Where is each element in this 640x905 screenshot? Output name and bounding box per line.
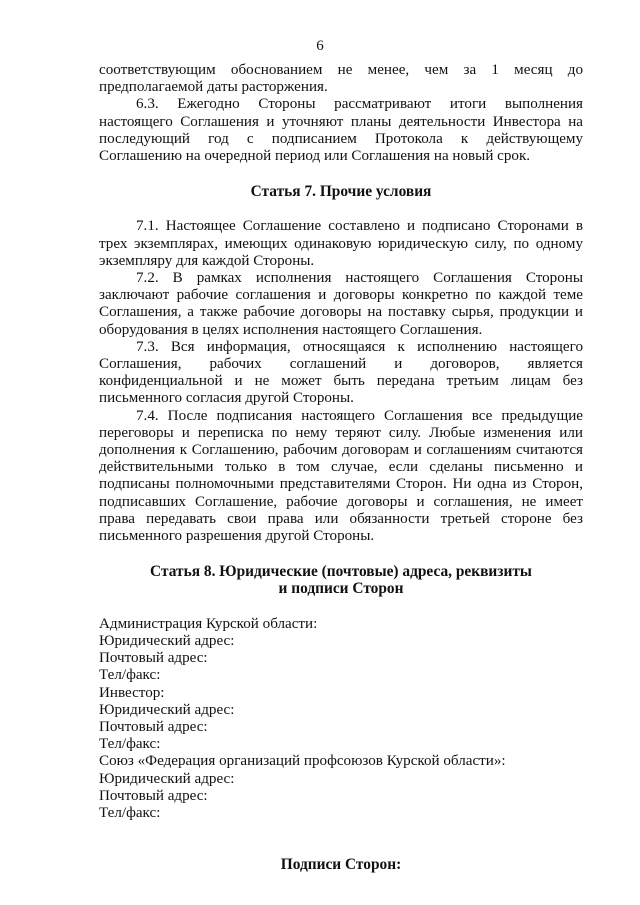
address-line: Тел/факс: [99,804,161,821]
address-line: Тел/факс: [99,667,161,684]
article-7-title: Статья 7. Прочие условия [250,183,432,201]
addresses-block [99,616,583,822]
address-line: Юридический адрес: [99,701,235,718]
clause-7-3: 7.3. Вся информация, относящаяся к исполнению настоящего Соглашения, рабочих соглашений и договоров, является конфиденциальной и не может быть передана третьим лицам без письменного согласия другой Стороны. [99,338,583,407]
address-line: Юридический адрес: [99,770,235,787]
document-body [99,62,583,873]
address-line: Инвестор: [99,684,165,701]
address-line: Почтовый адрес: [99,718,208,735]
address-line: Почтовый адрес: [99,650,208,667]
article-8-title-line-1: Статья 8. Юридические (почтовые) адреса, реквизиты [150,563,532,581]
page-number: 6 [316,38,324,54]
article-8-title-line-2: и подписи Сторон [278,580,404,598]
clause-7-1: 7.1. Настоящее Соглашение составлено и подписано Сторонами в трех экземплярах, имеющих одинаковую юридическую силу, по одному экземпляру для каждой Стороны. [99,218,583,269]
clause-7-4: 7.4. После подписания настоящего Соглашения все предыдущие переговоры и переписка по нему теряют силу. Любые изменения или дополнения к Соглашению, рабочим договорам и соглашениям считаются действительными только в том случае, если сделаны письменно и подписаны полномочными представителями Сторон. Ни одна из Сторон, подписавших Соглашение, рабочие договоры и соглашения, не имеет права передавать свои права или обязанности третьей стороне без письменного разрешения другой Стороны. [99,407,583,545]
clause-6-3: 6.3. Ежегодно Стороны рассматривают итоги выполнения настоящего Соглашения и уточняют планы деятельности Инвестора на последующий год с подписанием Протокола к действующему Соглашению на очередной период или Соглашения на новый срок. [99,96,583,165]
address-line: Тел/факс: [99,736,161,753]
clause-7-2: 7.2. В рамках исполнения настоящего Соглашения Стороны заключают рабочие соглашения и договоры конкретно по каждой теме Соглашения, а также рабочие договоры на поставку сырья, продукции и оборудования в целях исполнения настоящего Соглашения. [99,270,583,338]
address-line: Юридический адрес: [99,632,235,649]
signatures-title: Подписи Сторон: [280,856,402,874]
address-line: Администрация Курской области: [99,615,318,632]
address-line: Почтовый адрес: [99,787,208,804]
address-line: Союз «Федерация организаций профсоюзов Курской области»: [99,753,506,770]
continued-paragraph: соответствующим обоснованием не менее, чем за 1 месяц до предполагаемой даты расторжения. [99,62,583,96]
article-8-title [99,563,583,597]
